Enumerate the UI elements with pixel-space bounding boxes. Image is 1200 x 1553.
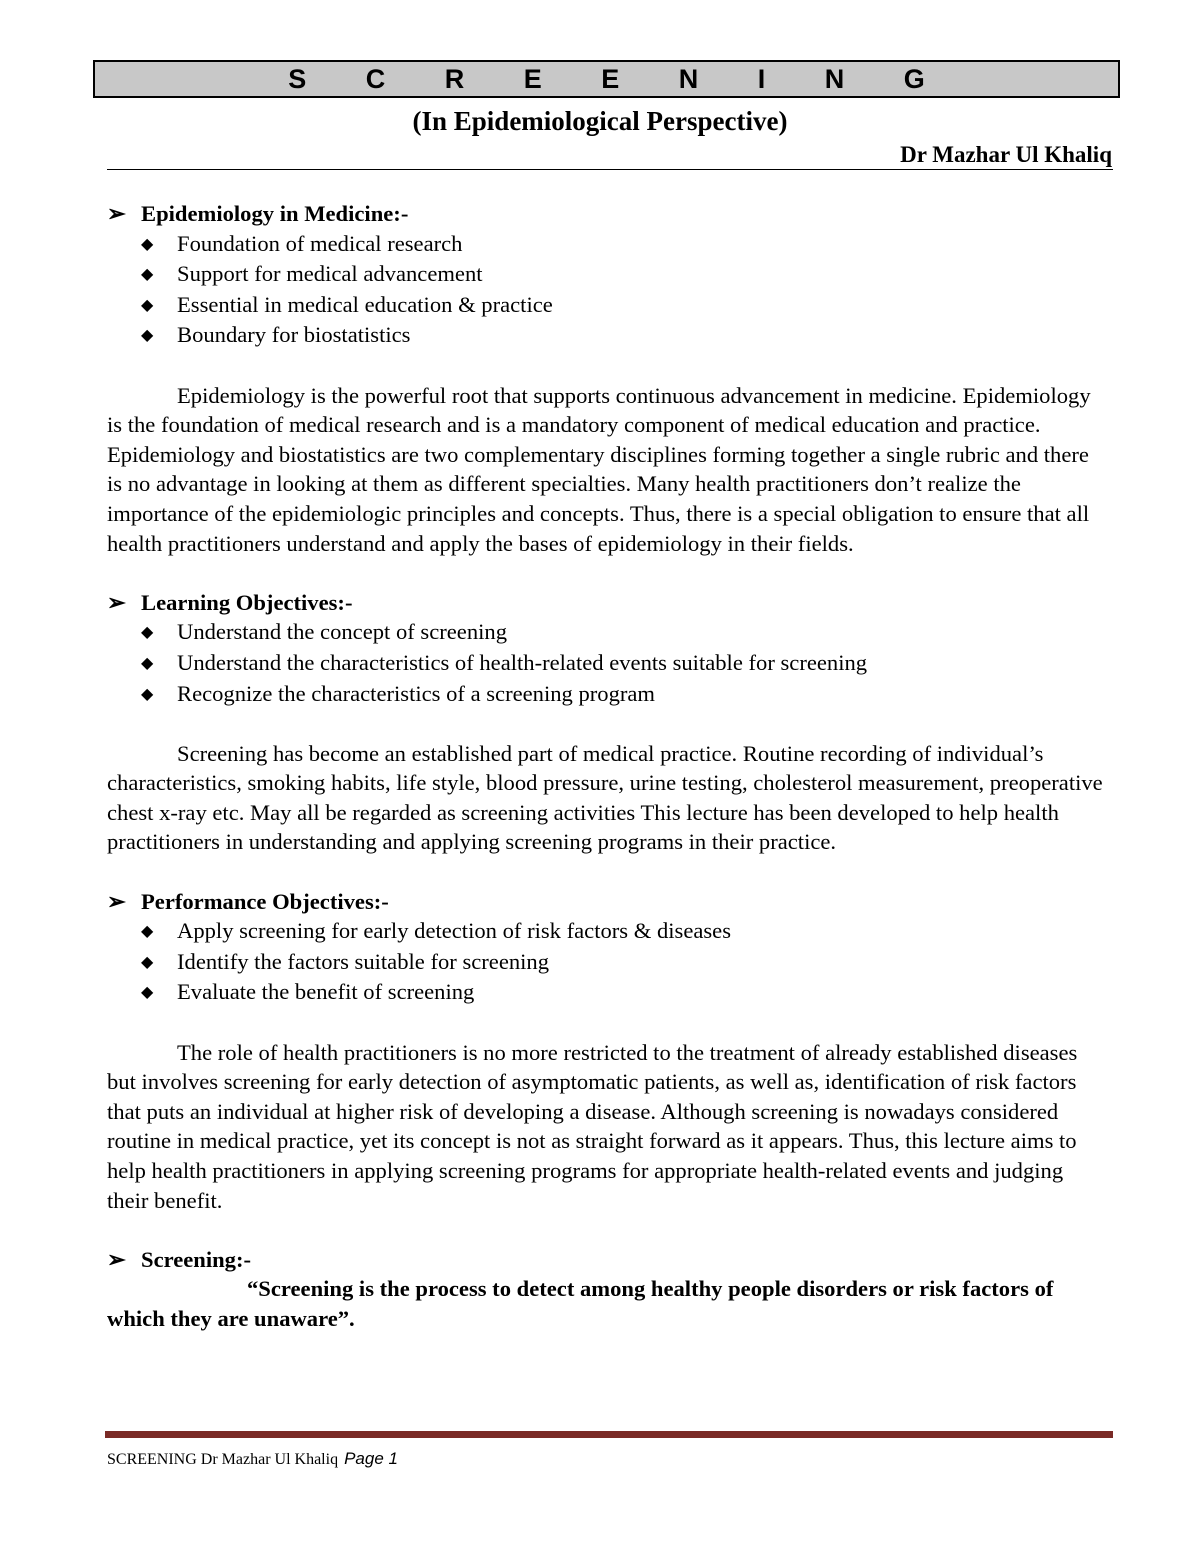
section-heading: [107, 199, 1107, 229]
list-item-text: Understand the concept of screening: [177, 619, 507, 645]
list-item: [141, 229, 1107, 260]
section-paragraph: Screening has become an established part of medical practice. Routine recording of individual’s characteristics, smoking habits, life style, blood pressure, urine testing, cholesterol measurement, preoperative chest x-ray etc. May all be regarded as screening activities This lecture has been developed to help health practitioners in understanding and applying screening programs in their practice.: [107, 740, 1103, 855]
section-learning-objectives: [107, 588, 1107, 857]
list-item-text: Apply screening for early detection of risk factors & diseases: [177, 918, 731, 944]
diamond-bullet-icon: ◆: [141, 984, 154, 1002]
list-item-text: Support for medical advancement: [177, 261, 483, 287]
list-item: [141, 617, 1107, 648]
section-heading: [107, 1245, 1107, 1275]
document-subtitle: (In Epidemiological Perspective): [412, 106, 788, 136]
section-screening: [107, 1245, 1107, 1334]
list-item: [141, 320, 1107, 351]
diamond-bullet-icon: ◆: [141, 685, 154, 703]
section-heading-text: Learning Objectives:-: [141, 589, 353, 615]
diamond-bullet-icon: ◆: [141, 266, 154, 284]
diamond-bullet-icon: ◆: [141, 654, 154, 672]
footer-text: SCREENING Dr Mazhar Ul Khaliq: [107, 1451, 339, 1468]
document-body: [107, 199, 1107, 1334]
list-item-text: Boundary for biostatistics: [177, 322, 411, 348]
section-paragraph: Epidemiology is the powerful root that supports continuous advancement in medicine. Epidemiology is the foundation of medical research and is a mandatory component of medical education and practice. Epidemiology and biostatistics are two complementary disciplines forming together a single rubric and there is no advantage in looking at them as different specialties. Many health practitioners don’t realize the importance of the epidemiologic principles and concepts. Thus, there is a special obligation to ensure that all health practitioners understand and apply the bases of epidemiology in their fields.: [107, 382, 1091, 556]
list-item: [141, 977, 1107, 1008]
bullet-list: [107, 617, 1107, 709]
diamond-bullet-icon: ◆: [141, 953, 154, 971]
diamond-bullet-icon: ◆: [141, 923, 154, 941]
arrowhead-bullet-icon: ➢: [107, 201, 126, 226]
section-heading-text: Screening:-: [141, 1246, 252, 1272]
list-item-text: Essential in medical education & practice: [177, 291, 553, 317]
list-item: [141, 290, 1107, 321]
list-item-text: Identify the factors suitable for screening: [177, 948, 550, 974]
list-item: [141, 648, 1107, 679]
section-epidemiology-in-medicine: [107, 199, 1107, 558]
list-item: [141, 947, 1107, 978]
arrowhead-bullet-icon: ➢: [107, 589, 126, 615]
bullet-list: [107, 916, 1107, 1008]
page-footer: [107, 1448, 398, 1471]
list-item: [141, 259, 1107, 290]
document-author: Dr Mazhar Ul Khaliq: [900, 142, 1112, 167]
arrowhead-bullet-icon: ➢: [107, 1246, 126, 1272]
footer-divider: [105, 1431, 1113, 1438]
diamond-bullet-icon: ◆: [141, 327, 154, 345]
diamond-bullet-icon: ◆: [141, 624, 154, 642]
diamond-bullet-icon: ◆: [141, 235, 154, 253]
list-item-text: Understand the characteristics of health-related events suitable for screening: [177, 649, 868, 675]
section-performance-objectives: [107, 887, 1107, 1216]
list-item-text: Evaluate the benefit of screening: [177, 979, 475, 1005]
document-title: S C R E E N I N G: [93, 60, 1120, 98]
list-item-text: Recognize the characteristics of a screening program: [177, 680, 656, 706]
bullet-list: [107, 229, 1107, 351]
section-heading: [107, 887, 1107, 917]
page-number: Page 1: [344, 1449, 398, 1468]
list-item: [141, 916, 1107, 947]
section-heading-text: Performance Objectives:-: [141, 888, 389, 914]
header-divider: [107, 169, 1113, 170]
section-heading: [107, 588, 1107, 618]
list-item: [141, 679, 1107, 710]
diamond-bullet-icon: ◆: [141, 296, 154, 314]
section-heading-text: Epidemiology in Medicine:-: [141, 201, 409, 226]
list-item-text: Foundation of medical research: [177, 230, 463, 256]
screening-definition-quote: “Screening is the process to detect among healthy people disorders or risk factors of which they are unaware”.: [107, 1276, 1054, 1331]
arrowhead-bullet-icon: ➢: [107, 888, 126, 914]
section-paragraph: The role of health practitioners is no more restricted to the treatment of already established diseases but involves screening for early detection of asymptomatic patients, as well as, identification of risk factors that puts an individual at higher risk of developing a disease. Although screening is nowadays considered routine in medical practice, yet its concept is not as straight forward as it appears. Thus, this lecture aims to help health practitioners in applying screening programs for appropriate health-related events and judging their benefit.: [107, 1039, 1078, 1213]
